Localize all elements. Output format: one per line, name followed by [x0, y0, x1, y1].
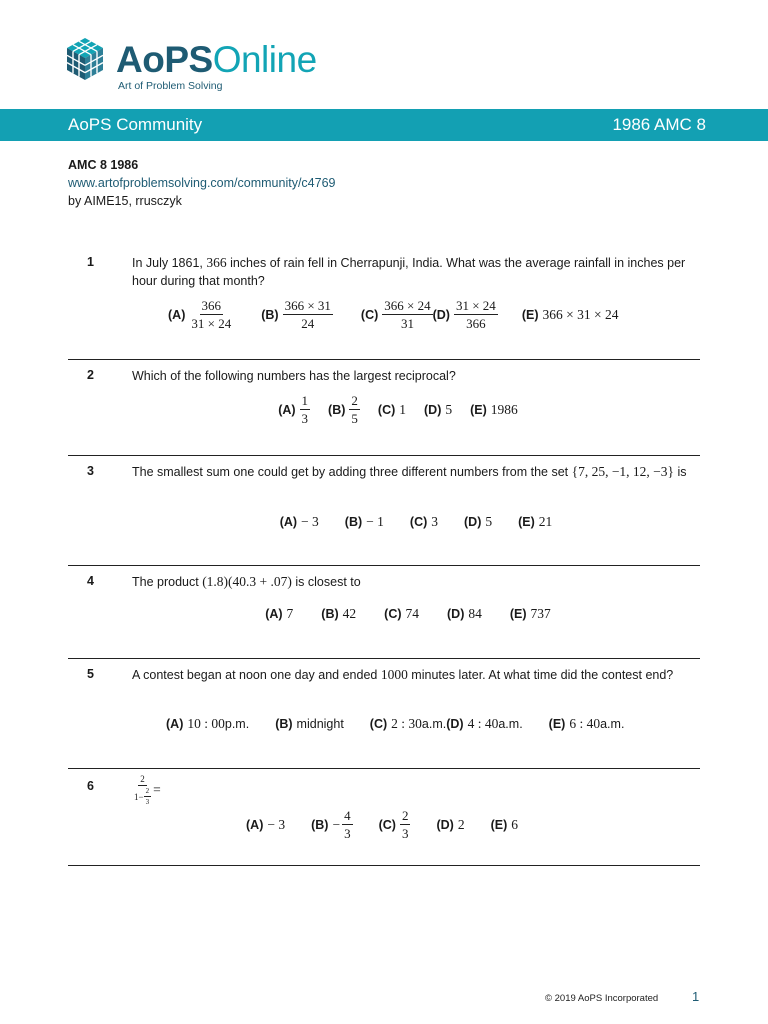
choice-d: (D) $\frac{31 \times 24}{366}$: [432, 298, 496, 331]
choice-b: (B) − 1: [344, 514, 384, 529]
problem-4: [68, 566, 700, 659]
choice-b: (B) − $\frac{4}{3}$: [311, 808, 351, 841]
choice-e: (E) 6 : 40 a.m.: [548, 716, 625, 731]
choice-c: (C) 2 : 30 a.m.: [369, 716, 447, 731]
problem-list: [68, 246, 700, 866]
footer-copyright: © 2019 AoPS Incorporated: [545, 993, 659, 1004]
answer-choices: [166, 716, 700, 732]
document-meta: [68, 156, 335, 210]
answer-choices: [132, 606, 684, 622]
problem-number: 1: [87, 255, 94, 269]
choice-b: (B) 42: [321, 606, 357, 621]
problem-6: [68, 769, 700, 866]
problem-2: [68, 360, 700, 456]
choice-c: (C) $\frac{2}{3}$: [378, 808, 409, 841]
banner-community-title: AoPS Community: [68, 115, 203, 134]
banner-contest-title: 1986 AMC 8: [612, 115, 706, 134]
logo-wordmark: [116, 36, 317, 84]
problem-statement: The product (1.8)(40.3 + .07) is closest to: [132, 574, 361, 589]
answer-choices: [132, 808, 632, 841]
choice-b: (B) $\frac{2}{5}$: [328, 393, 358, 426]
choice-e: (E) 21: [518, 514, 553, 529]
choice-c: (C) 3: [409, 514, 439, 529]
answer-choices: [132, 514, 700, 530]
cube-logo-icon: [64, 36, 106, 82]
choice-d: (D) 4 : 40 a.m.: [446, 716, 523, 731]
document-authors: by AIME15, rrusczyk: [68, 194, 182, 208]
answer-choices: [168, 298, 668, 331]
page-number: 1: [692, 989, 700, 1004]
choice-d: (D) 5: [424, 401, 453, 417]
choice-a: (A) 10 : 00 p.m.: [166, 716, 250, 731]
logo-tagline: Art of Problem Solving: [118, 80, 223, 92]
problem-statement: 2 1− $\frac{2}{3}$ =: [134, 774, 161, 806]
choice-e: (E) 6: [490, 816, 518, 832]
problem-1: [68, 246, 700, 360]
problem-statement: A contest began at noon one day and ended 1000 minutes later. At what time did the contest end?: [132, 667, 674, 682]
choice-d: (D) 84: [447, 606, 482, 621]
community-link[interactable]: www.artofproblemsolving.com/community/c4769: [68, 176, 336, 190]
problem-statement: The smallest sum one could get by adding three different numbers from the set {7, 25, −1, 12, −3} is: [132, 464, 687, 479]
choice-b: (B) $\frac{366 \times 31}{24}$: [261, 298, 331, 331]
logo-online-text: Online: [212, 39, 317, 80]
problem-statement: In July 1861, 366 inches of rain fell in Cherrapunji, India. What was the average rainfall in inches per hour during that month?: [132, 255, 686, 288]
choice-c: (C) 1: [377, 401, 407, 417]
problem-number: 6: [87, 779, 94, 793]
document-title: AMC 8 1986: [68, 158, 139, 172]
choice-a: (A) − 3: [279, 514, 319, 529]
choice-c: (C) $\frac{366 \times 24}{31}$: [360, 298, 431, 331]
problem-number: 2: [87, 368, 94, 382]
choice-d: (D) 2: [436, 816, 465, 832]
choice-a: (A) $\frac{366}{31 \times 24}$: [168, 298, 232, 331]
logo-aops-text: AoPS: [116, 39, 213, 80]
choice-a: (A) − 3: [246, 816, 286, 832]
expression-fraction: 2 1− $\frac{2}{3}$: [134, 774, 150, 806]
problem-3: [68, 456, 700, 566]
problem-number: 5: [87, 667, 94, 681]
header-banner: [0, 109, 768, 141]
problem-5: [68, 659, 700, 769]
choice-c: (C) 74: [384, 606, 420, 621]
aops-online-logo: [64, 36, 324, 96]
problem-number: 4: [87, 574, 94, 588]
choice-a: (A) 7: [265, 606, 294, 621]
choice-e: (E) 366 × 31 × 24: [521, 306, 619, 322]
choice-a: (A) $\frac{1}{3}$: [278, 393, 309, 426]
problem-number: 3: [87, 464, 94, 478]
choice-d: (D) 5: [464, 514, 493, 529]
answer-choices: [132, 393, 664, 426]
choice-e: (E) 737: [509, 606, 551, 621]
problem-statement: Which of the following numbers has the largest reciprocal?: [132, 369, 456, 383]
choice-e: (E) 1986: [470, 401, 518, 417]
choice-b: (B) midnight: [275, 717, 344, 731]
